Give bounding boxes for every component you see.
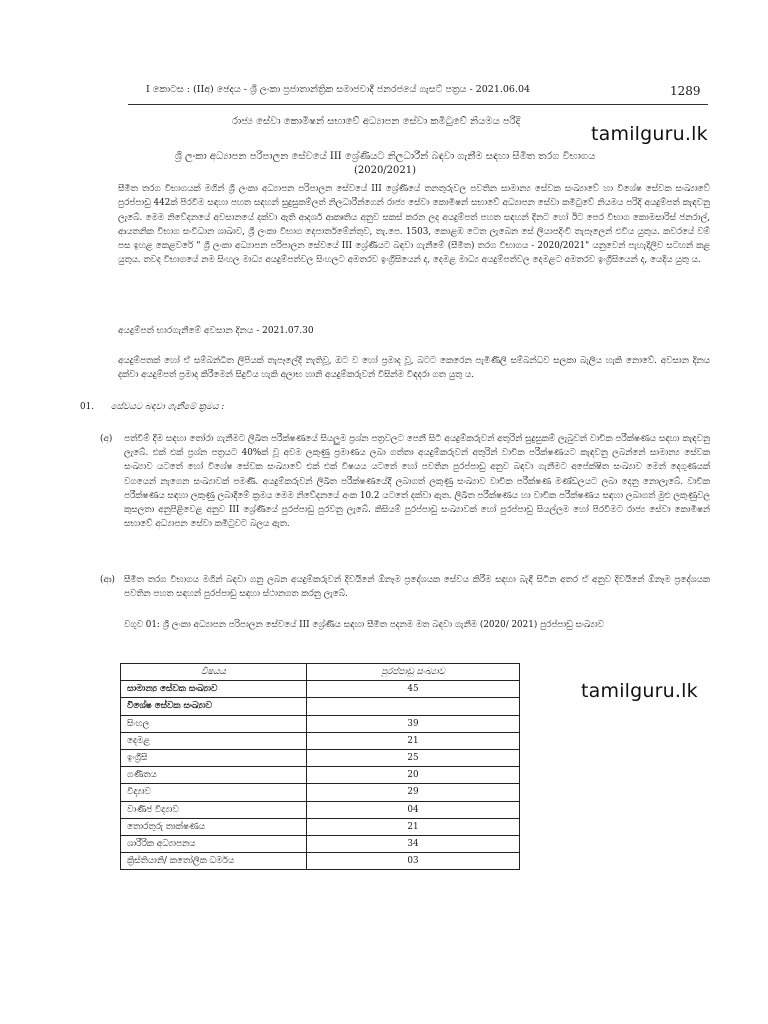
table-caption: වගුව 01: ශ්‍රී ලංකා අධ්‍යාපන පරිපාලන සේවයේ III ශ්‍රේණිය සඳහා සීමිත පදනම මත බඳවා ගැනීම (2020/ 2021) පුරප්පාඩු සංඛ්‍යාව <box>124 620 604 630</box>
table-row <box>121 681 520 698</box>
watermark-top: tamilguru.lk <box>591 123 708 145</box>
table-header-row <box>121 664 520 681</box>
subject-cell: ඉංග්‍රීසි <box>121 749 307 766</box>
header-divider <box>128 104 708 105</box>
subject-cell: සිංහල <box>121 715 307 732</box>
vacancy-count-cell: 39 <box>307 715 520 732</box>
column-header-vacancies: පුරප්පාඩු සංඛ්‍යාව <box>307 664 520 681</box>
closing-date: අයදුම්පත් භාරගැනීමේ අවසාන දිනය - 2021.07.30 <box>118 326 314 336</box>
vacancy-count-cell: 04 <box>307 801 520 818</box>
sub-b-text: සීමිත තරග විභාගය මගින් බඳවා ගනු ලබන අයදුම්කරුවන් දිවයිනේ ඕනෑම ප්‍රදේශයක සේවය කිරීම සඳහා බැඳී සිටින අතර ඒ අනුව දිවයිනේ ඕනෑම ප්‍රදේශයක පවතින පහත සඳහන් පුරප්පාඩු සඳහා ස්ථානගත කරනු ලැබේ. <box>124 575 710 600</box>
section-title: රාජ්‍ය සේවා කොමිෂන් සභාවේ අධ්‍යාපන සේවා කමිටුවේ නියමය පරිදි <box>231 116 521 127</box>
sub-a-marker: (අ) <box>100 434 113 444</box>
table-row <box>121 767 520 784</box>
subject-cell: ශාරීරික අධ්‍යාපනය <box>121 835 307 852</box>
page-number: 1289 <box>670 84 701 98</box>
postal-notice-paragraph: අයදුම්පතක් හෝ ඒ සම්බන්ධිත ලිපියක් තැපෑලේදී නැතිවූ, ඔට ව හෝ ප්‍රමාද වූ, බටට කෙරෙන පැමිණිලි සම්බන්ධව සලකා බැලිය හැකි නොවේ. අවසාන දිනය දක්වා අයදුම්පත් ප්‍රමාද කිරීමෙන් සිදුවිය හැකි අලාභ හානි අයදුම්කරුවන් විසින්ම විඳදරා ගත යුතු ය. <box>118 356 710 381</box>
table-row <box>121 784 520 801</box>
intro-paragraph: සීමිත තරග විභාගයක් මගින් ශ්‍රී ලංකා අධ්‍යාපන පරිපාලන සේවයේ III ශ්‍රේණියේ තනතුරුවල පවතින සාමාන්‍ය සේවක සංඛ්‍යාවේ හා විශේෂ සේවක සංඛ්‍යාවේ පුරප්පාඩු 442ක් පිරවීම සඳහා පහත සඳහන් සුදුසුකම්ලත් නිලධාරීන්ගෙන් රාජ්‍ය සේවා කොමිෂන් සභාවේ අධ්‍යාපන සේවා කමිටුවේ නියමය පරිදි අයදුම්පත් කැඳවනු ලැබේ. මෙම නිවේදනයේ අවසානයේ දක්වා ඇති ආදර්ශ ආකෘතිය අනුව සකස් කරන ලද අයදුම්පත් පහත සඳහන් දිනට හෝ ඊට පෙර විභාග කොමසාරිස් ජනරාල්, ආයතනික විභාග සංවිධාන ශාඛාව, ශ්‍රී ලංකා විභාග දෙපාර්තමේන්තුව, තැ.පෙ. 1503, කොළඹ ටෙත ලැබෙන සේ ලියාපදිංචි තැපෑලෙන් එවිය යුතුය. කවරයේ වම් පස ඉහළ කෙළවරේ " ශ්‍රී ලංකා අධ්‍යාපන පරිපාලන සේවයේ III ශ්‍රේණියට බඳවා ගැනීමේ (සීමිත) තරග විභාගය - 2020/2021" යනුවෙන් පැහැදිලිව සටහන් කළ යුතුය. තවද විභාගයේ නම සිංහල මාධ්‍ය අයදුම්පත්වල සිංහලට අමතරව ඉංග්‍රීසියෙන් ද, දෙමළ මාධ්‍ය අයදුම්පත්වල දෙමළට අමතරව ඉංග්‍රීසියෙන් ද, යෙදිය යුතු ය. <box>118 184 710 266</box>
table-row <box>121 732 520 749</box>
vacancy-count-cell: 20 <box>307 767 520 784</box>
vacancy-count-cell: 34 <box>307 835 520 852</box>
notice-title-text: ශ්‍රී ලංකා අධ්‍යාපන පරිපාලන සේවයේ III ශ්‍රේණියට නිලධාරීන් බඳවා ගැනීම සඳහා සීමිත තරග විභාගය <box>174 151 596 162</box>
vacancy-count-cell: 29 <box>307 784 520 801</box>
table-row <box>121 801 520 818</box>
section-heading <box>80 402 224 412</box>
vacancy-count-cell: 21 <box>307 818 520 835</box>
subject-cell: ගණිතය <box>121 767 307 784</box>
sub-b-marker: (ආ) <box>100 575 115 585</box>
vacancy-count-cell: 03 <box>307 853 520 870</box>
section-heading-text: සේවයට බඳවා ගැනීමේ ක්‍රමය : <box>110 402 225 412</box>
subject-cell: ක්‍රිස්තියානි/ කතෝලික ධර්මය <box>121 853 307 870</box>
subject-cell: සාමාන්‍ය සේවක සංඛ්‍යාව <box>121 681 307 698</box>
subject-cell: විශේෂ සේවක සංඛ්‍යාව <box>121 698 307 715</box>
table-row <box>121 749 520 766</box>
subject-cell: දෙමළ <box>121 732 307 749</box>
subject-cell: තොරතුරු තාක්ෂණය <box>121 818 307 835</box>
notice-year: (2020/2021) <box>353 165 417 176</box>
vacancy-count-cell: 21 <box>307 732 520 749</box>
table-row <box>121 835 520 852</box>
vacancy-count-cell: 45 <box>307 681 520 698</box>
column-header-subject: විෂයය <box>121 664 307 681</box>
vacancy-table <box>120 663 520 870</box>
section-number: 01. <box>80 402 94 412</box>
notice-title <box>150 150 620 178</box>
table-row <box>121 698 520 715</box>
table-row <box>121 853 520 870</box>
vacancy-table-body <box>121 681 520 870</box>
sub-a-text: පත්වීම් දීම සඳහා තෝරා ගැනීමට ලිඛිත පරීක්ෂණයේ සියලුම ප්‍රශ්න පත්‍රවලට පෙනී සිටි අයදුම්කරුවන් අතුරින් සුදුසුකම් ලැබුවන් වාචික පරීක්ෂණය සඳහා කැඳවනු ලැබේ. එක් එක් ප්‍රශ්න පත්‍රයට 40%ක් වූ අවම ලකුණු ප්‍රමාණය ලබා ගත්තා අයදුම්කරුවන් අතුරින් වාචික පරීක්ෂණයට කැඳවනු ලබන්නේ සාමාන්‍ය සේවක සංඛ්‍යාව යටතේ හෝ විශේෂ සේවක සංඛ්‍යාවේ එක් එක් විෂයය යටතේ හෝ පවතින පුරප්පාඩු අනුව බඳවා ගැනීමට අපේක්ෂිත සංඛ්‍යාව මෙන් දෙගුණයක් වගයෙන් නැගෙන සංඛ්‍යාවක් පමණි. අයදුම්කරුවන් ලිඛිත පරීක්ෂණයේදී ලබාගත් ලකුණු සංඛ්‍යාව වාචික පරීක්ෂණ මණ්ඩලයට ලබා දෙනු නොලැබේ. වාචික පරීක්ෂණය සඳහා ලකුණු ලබාදීමේ ක්‍රමය මෙම නිවේදනයේ අංක 10.2 යටතේ දක්වා ඇත. ලිඛිත පරීක්ෂණය හා වාචික පරීක්ෂණය සඳහා ලබාගත් මුළු ලකුණුවල කුසලතා අනුපිළිවෙළ අනුව III ශ්‍රේණියේ පුරප්පාඩු පුරවනු ලැබේ. කිසියම් පුරප්පාඩු සංඛ්‍යාවක් හෝ පුරප්පාඩු සියල්ලම හෝ පිරවීමට රාජ්‍ය සේවා කොමිෂන් සභාවේ අධ්‍යාපන සේවා කමිටුවට බලය ඇත. <box>124 434 710 530</box>
subject-cell: විද්‍යාව <box>121 784 307 801</box>
vacancy-count-cell <box>307 698 520 715</box>
vacancy-count-cell: 25 <box>307 749 520 766</box>
subject-cell: වාණිජ විද්‍යාව <box>121 801 307 818</box>
gazette-header: I කොටස : (IIඅ) ඡෙදය - ශ්‍රී ලංකා ප්‍රජාතාන්ත්‍රික සමාජවාදී ජනරජයේ ගැසට් පත්‍රය - 2021.06.04 <box>146 84 531 95</box>
watermark-middle: tamilguru.lk <box>581 680 698 702</box>
table-row <box>121 818 520 835</box>
table-row <box>121 715 520 732</box>
